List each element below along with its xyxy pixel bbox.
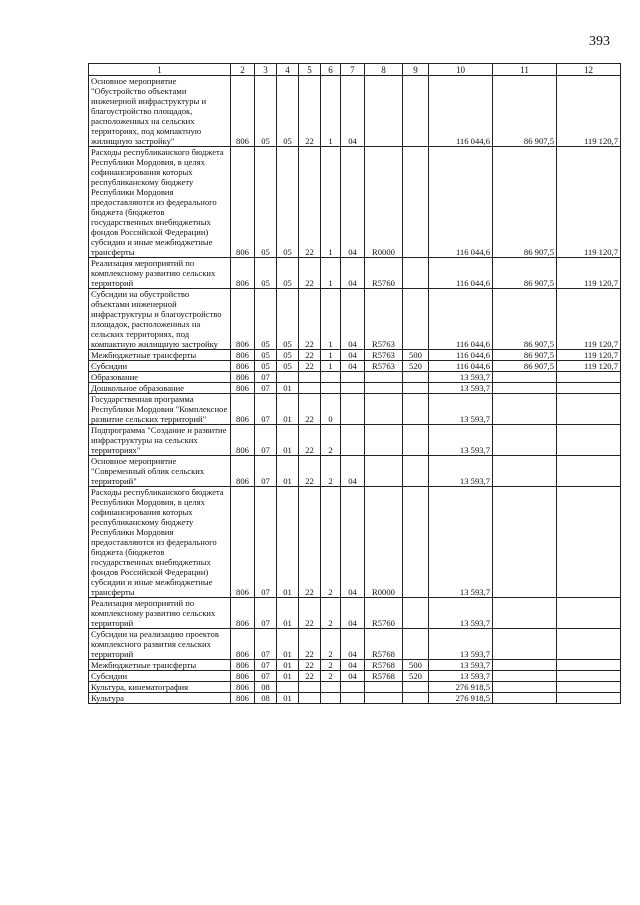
- cell-col-9: [403, 258, 429, 289]
- cell-col-5: 22: [299, 361, 321, 372]
- table-header-row: [89, 64, 621, 76]
- cell-col-4: 05: [277, 361, 299, 372]
- cell-col-4: 01: [277, 383, 299, 394]
- cell-col-4: 01: [277, 671, 299, 682]
- cell-col-9: [403, 598, 429, 629]
- cell-col-11: [493, 629, 557, 660]
- column-header: 7: [341, 64, 365, 76]
- cell-col-5: 22: [299, 487, 321, 598]
- cell-col-3: 07: [255, 598, 277, 629]
- cell-col-5: 22: [299, 147, 321, 258]
- cell-col-12: 119 120,7: [557, 289, 621, 350]
- cell-col-2: 806: [231, 383, 255, 394]
- cell-col-2: 806: [231, 682, 255, 693]
- cell-col-11: [493, 425, 557, 456]
- table-row: [89, 350, 621, 361]
- cell-col-6: 2: [321, 629, 341, 660]
- row-name-cell: Расходы республиканского бюджета Республики Мордовия, в целях софинансирования которых республиканскому бюджету Республики Мордовия предоставляются из федерального бюджета (бюджетов государственных внебюджетных фондов Российской Федерации) субсидии и иные межбюджетные трансферты: [89, 147, 231, 258]
- cell-col-5: [299, 383, 321, 394]
- cell-col-7: 04: [341, 258, 365, 289]
- cell-col-7: 04: [341, 629, 365, 660]
- row-name-cell: Субсидии на обустройство объектами инженерной инфраструктуры и благоустройство площадок, расположенных на сельских территориях, под компактную жилищную застройку: [89, 289, 231, 350]
- cell-col-11: [493, 487, 557, 598]
- cell-col-2: 806: [231, 660, 255, 671]
- cell-col-8: [365, 682, 403, 693]
- cell-col-3: 08: [255, 693, 277, 704]
- cell-col-12: [557, 425, 621, 456]
- cell-col-3: 05: [255, 76, 277, 147]
- cell-col-4: 01: [277, 629, 299, 660]
- cell-col-10: 13 593,7: [429, 394, 493, 425]
- table-row: [89, 425, 621, 456]
- cell-col-8: R5768: [365, 671, 403, 682]
- cell-col-9: 500: [403, 350, 429, 361]
- cell-col-6: 1: [321, 350, 341, 361]
- cell-col-7: [341, 383, 365, 394]
- cell-col-12: [557, 671, 621, 682]
- cell-col-10: 13 593,7: [429, 383, 493, 394]
- cell-col-10: 13 593,7: [429, 487, 493, 598]
- cell-col-9: 520: [403, 361, 429, 372]
- column-header: 2: [231, 64, 255, 76]
- cell-col-11: [493, 394, 557, 425]
- row-name-cell: Межбюджетные трансферты: [89, 660, 231, 671]
- table-row: [89, 598, 621, 629]
- cell-col-9: 500: [403, 660, 429, 671]
- cell-col-5: 22: [299, 671, 321, 682]
- table-row: [89, 147, 621, 258]
- cell-col-3: 05: [255, 350, 277, 361]
- cell-col-7: 04: [341, 147, 365, 258]
- cell-col-5: 22: [299, 660, 321, 671]
- cell-col-7: 04: [341, 76, 365, 147]
- cell-col-2: 806: [231, 487, 255, 598]
- cell-col-10: 13 593,7: [429, 425, 493, 456]
- cell-col-7: 04: [341, 361, 365, 372]
- cell-col-2: 806: [231, 425, 255, 456]
- cell-col-7: 04: [341, 487, 365, 598]
- cell-col-5: [299, 372, 321, 383]
- row-name-cell: Культура: [89, 693, 231, 704]
- cell-col-12: [557, 660, 621, 671]
- cell-col-8: [365, 372, 403, 383]
- cell-col-8: R0000: [365, 487, 403, 598]
- cell-col-6: 1: [321, 361, 341, 372]
- cell-col-6: 1: [321, 147, 341, 258]
- cell-col-4: 01: [277, 693, 299, 704]
- cell-col-2: 806: [231, 258, 255, 289]
- cell-col-7: 04: [341, 456, 365, 487]
- cell-col-4: 01: [277, 425, 299, 456]
- cell-col-9: [403, 487, 429, 598]
- cell-col-3: 07: [255, 629, 277, 660]
- cell-col-10: 13 593,7: [429, 598, 493, 629]
- cell-col-3: 07: [255, 487, 277, 598]
- cell-col-11: [493, 693, 557, 704]
- cell-col-3: 05: [255, 289, 277, 350]
- table-row: [89, 660, 621, 671]
- row-name-cell: Субсидии: [89, 671, 231, 682]
- cell-col-8: R5768: [365, 629, 403, 660]
- row-name-cell: Дошкольное образование: [89, 383, 231, 394]
- page-number: 393: [589, 34, 610, 49]
- table-row: [89, 289, 621, 350]
- cell-col-12: [557, 456, 621, 487]
- cell-col-10: 276 918,5: [429, 682, 493, 693]
- cell-col-11: 86 907,5: [493, 147, 557, 258]
- cell-col-12: 119 120,7: [557, 76, 621, 147]
- cell-col-2: 806: [231, 456, 255, 487]
- cell-col-10: 116 044,6: [429, 361, 493, 372]
- cell-col-5: 22: [299, 394, 321, 425]
- cell-col-11: 86 907,5: [493, 76, 557, 147]
- cell-col-9: [403, 372, 429, 383]
- cell-col-2: 806: [231, 372, 255, 383]
- cell-col-7: 04: [341, 350, 365, 361]
- cell-col-7: [341, 425, 365, 456]
- row-name-cell: Культура, кинематография: [89, 682, 231, 693]
- cell-col-6: [321, 383, 341, 394]
- cell-col-3: 07: [255, 394, 277, 425]
- cell-col-7: [341, 693, 365, 704]
- cell-col-8: R5768: [365, 660, 403, 671]
- cell-col-11: [493, 671, 557, 682]
- cell-col-4: [277, 372, 299, 383]
- cell-col-3: 05: [255, 361, 277, 372]
- cell-col-9: [403, 289, 429, 350]
- cell-col-12: 119 120,7: [557, 147, 621, 258]
- cell-col-3: 05: [255, 258, 277, 289]
- cell-col-7: [341, 682, 365, 693]
- cell-col-9: [403, 394, 429, 425]
- cell-col-3: 07: [255, 372, 277, 383]
- cell-col-8: [365, 394, 403, 425]
- table-row: [89, 394, 621, 425]
- row-name-cell: Государственная программа Республики Мордовия "Комплексное развитие сельских территорий": [89, 394, 231, 425]
- cell-col-7: 04: [341, 289, 365, 350]
- cell-col-8: [365, 76, 403, 147]
- cell-col-10: 116 044,6: [429, 350, 493, 361]
- cell-col-6: 1: [321, 289, 341, 350]
- row-name-cell: Основное мероприятие "Обустройство объектами инженерной инфраструктуры и благоустройство площадок, расположенных на сельских территориях, под компактную жилищную застройку": [89, 76, 231, 147]
- cell-col-8: [365, 425, 403, 456]
- cell-col-2: 806: [231, 147, 255, 258]
- column-header: 11: [493, 64, 557, 76]
- cell-col-4: 05: [277, 350, 299, 361]
- cell-col-12: [557, 372, 621, 383]
- cell-col-9: [403, 425, 429, 456]
- cell-col-3: 07: [255, 425, 277, 456]
- cell-col-5: [299, 682, 321, 693]
- cell-col-4: 01: [277, 660, 299, 671]
- cell-col-4: 05: [277, 76, 299, 147]
- cell-col-5: 22: [299, 350, 321, 361]
- budget-table-container: [88, 63, 620, 704]
- cell-col-6: 1: [321, 258, 341, 289]
- cell-col-4: 01: [277, 487, 299, 598]
- table-row: [89, 671, 621, 682]
- cell-col-6: [321, 682, 341, 693]
- cell-col-9: [403, 456, 429, 487]
- cell-col-8: R0000: [365, 147, 403, 258]
- cell-col-10: 13 593,7: [429, 660, 493, 671]
- cell-col-3: 07: [255, 383, 277, 394]
- row-name-cell: Подпрограмма "Создание и развитие инфраструктуры на сельских территориях": [89, 425, 231, 456]
- cell-col-5: 22: [299, 629, 321, 660]
- cell-col-12: [557, 693, 621, 704]
- cell-col-12: [557, 394, 621, 425]
- cell-col-6: 2: [321, 425, 341, 456]
- cell-col-10: 116 044,6: [429, 258, 493, 289]
- cell-col-4: [277, 682, 299, 693]
- table-body: [89, 76, 621, 704]
- row-name-cell: Субсидии: [89, 361, 231, 372]
- cell-col-7: 04: [341, 671, 365, 682]
- cell-col-12: 119 120,7: [557, 361, 621, 372]
- column-header: 1: [89, 64, 231, 76]
- cell-col-7: [341, 372, 365, 383]
- cell-col-6: 2: [321, 456, 341, 487]
- cell-col-10: 13 593,7: [429, 372, 493, 383]
- row-name-cell: Расходы республиканского бюджета Республики Мордовия, в целях софинансирования которых республиканскому бюджету Республики Мордовия предоставляются из федерального бюджета (бюджетов государственных внебюджетных фондов Российской Федерации) субсидии и иные межбюджетные трансферты: [89, 487, 231, 598]
- cell-col-11: [493, 383, 557, 394]
- table-row: [89, 383, 621, 394]
- cell-col-2: 806: [231, 693, 255, 704]
- cell-col-6: 0: [321, 394, 341, 425]
- column-header: 6: [321, 64, 341, 76]
- cell-col-10: 276 918,5: [429, 693, 493, 704]
- cell-col-10: 116 044,6: [429, 147, 493, 258]
- cell-col-2: 806: [231, 671, 255, 682]
- table-row: [89, 629, 621, 660]
- cell-col-9: [403, 682, 429, 693]
- cell-col-4: 01: [277, 394, 299, 425]
- table-row: [89, 693, 621, 704]
- column-header: 4: [277, 64, 299, 76]
- cell-col-4: 05: [277, 147, 299, 258]
- cell-col-10: 13 593,7: [429, 671, 493, 682]
- cell-col-9: [403, 693, 429, 704]
- cell-col-12: [557, 487, 621, 598]
- cell-col-2: 806: [231, 350, 255, 361]
- cell-col-6: 2: [321, 487, 341, 598]
- cell-col-8: R5763: [365, 350, 403, 361]
- budget-table: [88, 63, 621, 704]
- cell-col-11: 86 907,5: [493, 350, 557, 361]
- table-row: [89, 76, 621, 147]
- cell-col-3: 07: [255, 456, 277, 487]
- cell-col-12: [557, 383, 621, 394]
- cell-col-11: [493, 372, 557, 383]
- cell-col-3: 07: [255, 671, 277, 682]
- cell-col-11: [493, 682, 557, 693]
- cell-col-6: [321, 372, 341, 383]
- cell-col-8: [365, 383, 403, 394]
- cell-col-6: 2: [321, 660, 341, 671]
- table-row: [89, 258, 621, 289]
- column-header: 12: [557, 64, 621, 76]
- cell-col-8: R5763: [365, 289, 403, 350]
- cell-col-11: 86 907,5: [493, 258, 557, 289]
- cell-col-12: [557, 682, 621, 693]
- row-name-cell: Реализация мероприятий по комплексному развитию сельских территорий: [89, 598, 231, 629]
- cell-col-10: 116 044,6: [429, 289, 493, 350]
- cell-col-12: 119 120,7: [557, 350, 621, 361]
- row-name-cell: Основное мероприятие "Современный облик сельских территорий": [89, 456, 231, 487]
- cell-col-12: [557, 598, 621, 629]
- cell-col-6: 1: [321, 76, 341, 147]
- row-name-cell: Образование: [89, 372, 231, 383]
- row-name-cell: Межбюджетные трансферты: [89, 350, 231, 361]
- cell-col-3: 07: [255, 660, 277, 671]
- cell-col-2: 806: [231, 598, 255, 629]
- cell-col-12: [557, 629, 621, 660]
- cell-col-7: 04: [341, 660, 365, 671]
- cell-col-2: 806: [231, 394, 255, 425]
- cell-col-4: 01: [277, 456, 299, 487]
- cell-col-11: [493, 598, 557, 629]
- cell-col-6: 2: [321, 598, 341, 629]
- table-row: [89, 361, 621, 372]
- column-header: 3: [255, 64, 277, 76]
- cell-col-5: [299, 693, 321, 704]
- cell-col-5: 22: [299, 76, 321, 147]
- cell-col-6: [321, 693, 341, 704]
- cell-col-11: 86 907,5: [493, 361, 557, 372]
- column-header: 9: [403, 64, 429, 76]
- cell-col-9: [403, 76, 429, 147]
- cell-col-11: [493, 456, 557, 487]
- column-header: 8: [365, 64, 403, 76]
- cell-col-3: 08: [255, 682, 277, 693]
- cell-col-5: 22: [299, 598, 321, 629]
- cell-col-2: 806: [231, 289, 255, 350]
- cell-col-4: 05: [277, 289, 299, 350]
- row-name-cell: Субсидии на реализацию проектов комплексного развития сельских территорий: [89, 629, 231, 660]
- column-header: 5: [299, 64, 321, 76]
- table-row: [89, 487, 621, 598]
- cell-col-7: [341, 394, 365, 425]
- column-header: 10: [429, 64, 493, 76]
- cell-col-5: 22: [299, 425, 321, 456]
- cell-col-5: 22: [299, 289, 321, 350]
- table-row: [89, 372, 621, 383]
- cell-col-8: R5760: [365, 598, 403, 629]
- cell-col-5: 22: [299, 258, 321, 289]
- cell-col-9: [403, 629, 429, 660]
- cell-col-8: R5760: [365, 258, 403, 289]
- cell-col-2: 806: [231, 361, 255, 372]
- cell-col-8: R5763: [365, 361, 403, 372]
- cell-col-3: 05: [255, 147, 277, 258]
- cell-col-2: 806: [231, 76, 255, 147]
- cell-col-9: [403, 383, 429, 394]
- row-name-cell: Реализация мероприятий по комплексному развитию сельских территорий: [89, 258, 231, 289]
- table-row: [89, 682, 621, 693]
- cell-col-5: 22: [299, 456, 321, 487]
- cell-col-12: 119 120,7: [557, 258, 621, 289]
- cell-col-11: [493, 660, 557, 671]
- cell-col-4: 01: [277, 598, 299, 629]
- cell-col-9: [403, 147, 429, 258]
- cell-col-4: 05: [277, 258, 299, 289]
- cell-col-8: [365, 456, 403, 487]
- cell-col-9: 520: [403, 671, 429, 682]
- cell-col-10: 116 044,6: [429, 76, 493, 147]
- cell-col-10: 13 593,7: [429, 629, 493, 660]
- table-row: [89, 456, 621, 487]
- cell-col-2: 806: [231, 629, 255, 660]
- cell-col-11: 86 907,5: [493, 289, 557, 350]
- cell-col-6: 2: [321, 671, 341, 682]
- cell-col-7: 04: [341, 598, 365, 629]
- cell-col-8: [365, 693, 403, 704]
- cell-col-10: 13 593,7: [429, 456, 493, 487]
